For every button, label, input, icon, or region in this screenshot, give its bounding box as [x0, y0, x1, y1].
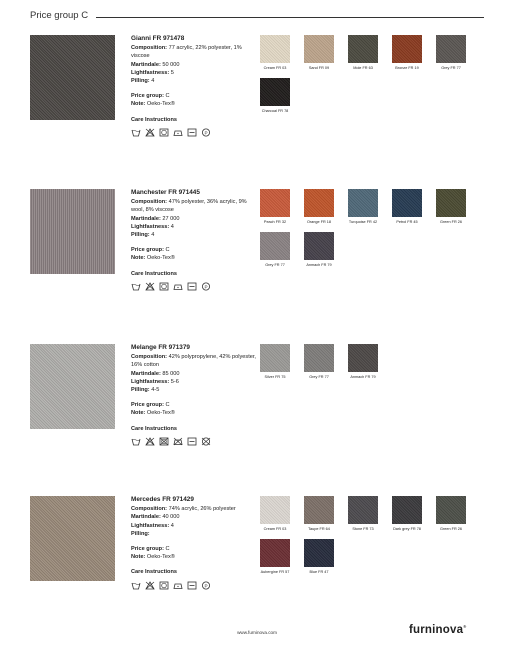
svg-text:P: P	[204, 582, 208, 588]
composition-line	[131, 44, 261, 60]
svg-text:P: P	[204, 284, 208, 290]
martindale-line	[131, 370, 261, 378]
color-option[interactable]	[304, 189, 334, 224]
fabric-swatch	[30, 189, 115, 274]
spacer	[131, 561, 261, 568]
lightfastness-value: 5-6	[170, 378, 179, 385]
note-line	[131, 409, 261, 417]
fabric-swatch	[30, 496, 115, 581]
product-name: Gianni FR 971478	[131, 35, 185, 42]
pilling-label: Pilling:	[131, 78, 150, 85]
spacer	[131, 538, 261, 545]
dryclean-p-icon	[201, 581, 211, 590]
color-label: Dark grey FR 78	[393, 527, 421, 531]
lightfastness-label: Lightfastness:	[131, 223, 170, 230]
fabric-swatch	[30, 344, 115, 429]
color-label: Stone FR 73	[352, 527, 374, 531]
color-label: Anmach FR 79	[306, 263, 332, 267]
lightfastness-line	[131, 69, 261, 77]
pilling-line	[131, 530, 261, 538]
composition-label: Composition:	[131, 45, 168, 52]
color-swatch[interactable]	[304, 35, 334, 63]
color-swatch[interactable]	[304, 539, 334, 567]
lightfastness-value: 5	[170, 69, 174, 76]
martindale-value: 85 000	[162, 370, 180, 377]
note-label: Note:	[131, 554, 146, 561]
martindale-label: Martindale:	[131, 61, 161, 68]
no-bleach-icon	[145, 282, 155, 291]
color-swatch[interactable]	[436, 496, 466, 524]
lightfastness-line	[131, 378, 261, 386]
price-group-line	[131, 545, 261, 553]
brand-logo	[409, 624, 466, 636]
wash-30-icon	[131, 437, 141, 446]
price-group-label: Price group:	[131, 247, 164, 254]
page-title: Price group C	[30, 10, 89, 21]
color-option[interactable]	[260, 35, 290, 70]
composition-value: 47% polyester, 36% acrylic, 9% wool, 8% viscose	[131, 199, 247, 214]
pilling-value: 4	[151, 232, 155, 239]
composition-value: 77 acrylic, 22% polyester, 1% viscose	[131, 45, 242, 60]
color-swatch[interactable]	[436, 189, 466, 217]
composition-label: Composition:	[131, 354, 168, 361]
color-swatch[interactable]	[260, 78, 290, 106]
color-label: Blue FR 47	[309, 570, 329, 574]
no-bleach-icon	[145, 128, 155, 137]
lightfastness-value: 4	[170, 522, 174, 529]
care-instructions-title: Care Instructions	[131, 425, 178, 432]
pilling-line	[131, 386, 261, 394]
color-option[interactable]	[348, 189, 378, 224]
color-option[interactable]	[304, 232, 334, 267]
color-option[interactable]	[436, 496, 466, 531]
composition-value: 74% acrylic, 26% polyester	[168, 506, 236, 513]
product-name: Manchester FR 971445	[131, 189, 200, 196]
price-group-label: Price group:	[131, 93, 164, 100]
spacer	[131, 239, 261, 246]
tumble-dry-icon	[159, 282, 169, 291]
lightfastness-value: 4	[170, 223, 174, 230]
color-swatch[interactable]	[348, 189, 378, 217]
wash-30-icon	[131, 581, 141, 590]
color-swatch[interactable]	[304, 496, 334, 524]
color-option[interactable]	[348, 35, 378, 70]
color-option[interactable]	[260, 232, 290, 267]
care-instructions-title: Care Instructions	[131, 270, 178, 277]
color-option[interactable]	[304, 539, 334, 574]
iron-low-icon	[173, 128, 183, 137]
color-swatch[interactable]	[260, 35, 290, 63]
color-label: Green FR 26	[440, 220, 462, 224]
wash-30-icon	[131, 282, 141, 291]
note-value: Oeko-Tex®	[146, 255, 175, 262]
product-name: Mercedes FR 971429	[131, 496, 194, 503]
brand-mark: ®	[463, 624, 467, 629]
price-group-line	[131, 401, 261, 409]
color-option[interactable]	[392, 496, 422, 531]
color-swatch[interactable]	[348, 496, 378, 524]
price-group-value: C	[165, 247, 170, 254]
color-swatch[interactable]	[392, 496, 422, 524]
color-option[interactable]	[304, 496, 334, 531]
product-name: Melange FR 971379	[131, 344, 190, 351]
tumble-dry-icon	[159, 128, 169, 137]
color-swatch[interactable]	[392, 189, 422, 217]
note-label: Note:	[131, 101, 146, 108]
header-rule	[96, 17, 484, 18]
composition-line	[131, 198, 261, 214]
note-value: Oeko-Tex®	[146, 101, 175, 108]
color-swatch[interactable]	[436, 35, 466, 63]
color-swatch[interactable]	[348, 344, 378, 372]
color-label: Cream FR 03	[263, 527, 287, 531]
color-label: Petrol FR 45	[396, 220, 418, 224]
fabric-swatch	[30, 35, 115, 120]
martindale-value: 27 000	[162, 215, 180, 222]
price-group-value: C	[165, 93, 170, 100]
lightfastness-label: Lightfastness:	[131, 69, 170, 76]
note-value: Oeko-Tex®	[146, 410, 175, 417]
composition-label: Composition:	[131, 506, 168, 513]
color-option[interactable]	[260, 539, 290, 574]
color-swatch[interactable]	[260, 539, 290, 567]
price-group-value: C	[165, 546, 170, 553]
martindale-value: 50 000	[162, 61, 180, 68]
lightfastness-line	[131, 223, 261, 231]
iron-low-icon	[173, 581, 183, 590]
lightfastness-line	[131, 522, 261, 530]
color-label: Anmach FR 79	[350, 375, 376, 379]
note-label: Note:	[131, 410, 146, 417]
price-group-line	[131, 92, 261, 100]
pilling-label: Pilling:	[131, 232, 150, 239]
composition-line	[131, 505, 261, 513]
color-swatch[interactable]	[392, 35, 422, 63]
no-bleach-icon	[145, 437, 155, 446]
footer-url[interactable]: www.furninova.com	[237, 630, 277, 635]
price-group-label: Price group:	[131, 402, 164, 409]
price-group-label: Price group:	[131, 546, 164, 553]
color-label: Grey FR 77	[265, 263, 285, 267]
color-swatch[interactable]	[304, 232, 334, 260]
color-swatch[interactable]	[304, 189, 334, 217]
martindale-line	[131, 61, 261, 69]
color-option[interactable]	[392, 189, 422, 224]
color-swatch[interactable]	[260, 189, 290, 217]
color-label: Cream FR 03	[263, 66, 287, 70]
product-info	[131, 496, 261, 590]
martindale-line	[131, 215, 261, 223]
martindale-label: Martindale:	[131, 370, 161, 377]
color-label: Aubergine FR 57	[260, 570, 290, 574]
no-dryclean-icon	[201, 437, 211, 446]
no-iron-icon	[173, 437, 183, 446]
wash-30-icon	[131, 128, 141, 137]
dryclean-p-icon	[201, 128, 211, 137]
price-group-value: C	[165, 402, 170, 409]
care-instructions-title: Care Instructions	[131, 569, 178, 576]
color-label: Orange FR 18	[306, 220, 332, 224]
pilling-value: 4-5	[151, 387, 160, 394]
lightfastness-label: Lightfastness:	[131, 378, 170, 385]
svg-text:P: P	[204, 130, 208, 136]
color-option[interactable]	[304, 35, 334, 70]
color-swatch[interactable]	[260, 232, 290, 260]
page-header	[30, 10, 484, 26]
martindale-label: Martindale:	[131, 215, 161, 222]
color-label: Bronze FR 19	[395, 66, 419, 70]
color-option[interactable]	[436, 189, 466, 224]
dryclean-p-icon	[201, 282, 211, 291]
pilling-value: 4	[151, 78, 155, 85]
color-label: Turquoise FR 42	[348, 220, 378, 224]
pilling-label: Pilling:	[131, 530, 150, 537]
color-option[interactable]	[304, 344, 334, 379]
color-swatch[interactable]	[260, 344, 290, 372]
note-line	[131, 553, 261, 561]
composition-line	[131, 353, 261, 369]
color-label: Sand FR 09	[308, 66, 330, 70]
color-option[interactable]	[260, 78, 290, 113]
color-option[interactable]	[436, 35, 466, 70]
color-label: Grey FR 77	[309, 375, 329, 379]
dry-flat-icon	[187, 282, 197, 291]
product-info	[131, 35, 261, 137]
color-option[interactable]	[348, 344, 378, 379]
color-option[interactable]	[260, 344, 290, 379]
dry-flat-icon	[187, 128, 197, 137]
care-icons	[131, 282, 261, 291]
color-option[interactable]	[260, 496, 290, 531]
color-label: Taupe FR 64	[308, 527, 330, 531]
iron-low-icon	[173, 282, 183, 291]
product-info	[131, 344, 261, 446]
care-instructions-title: Care Instructions	[131, 116, 178, 123]
spacer	[131, 263, 261, 270]
spacer	[131, 418, 261, 425]
color-label: Peach FR 32	[263, 220, 287, 224]
color-option[interactable]	[260, 189, 290, 224]
martindale-line	[131, 513, 261, 521]
color-label: Silver FR 75	[264, 375, 286, 379]
color-swatch[interactable]	[304, 344, 334, 372]
pilling-line	[131, 231, 261, 239]
care-icons	[131, 437, 261, 446]
note-line	[131, 254, 261, 262]
color-label: Mole FR 63	[353, 66, 373, 70]
lightfastness-label: Lightfastness:	[131, 522, 170, 529]
price-group-line	[131, 246, 261, 254]
brand-name: furninova	[409, 624, 464, 636]
dry-flat-icon	[187, 581, 197, 590]
note-line	[131, 100, 261, 108]
spacer	[131, 109, 261, 116]
pilling-label: Pilling:	[131, 387, 150, 394]
color-label: Charcoal FR 78	[261, 109, 289, 113]
tumble-dry-icon	[159, 581, 169, 590]
spacer	[131, 85, 261, 92]
color-swatch[interactable]	[260, 496, 290, 524]
color-option[interactable]	[348, 496, 378, 531]
care-icons	[131, 581, 261, 590]
note-value: Oeko-Tex®	[146, 554, 175, 561]
martindale-label: Martindale:	[131, 514, 161, 521]
color-swatch[interactable]	[348, 35, 378, 63]
product-info	[131, 189, 261, 291]
color-label: Grey FR 77	[441, 66, 461, 70]
spacer	[131, 394, 261, 401]
dry-flat-icon	[187, 437, 197, 446]
no-bleach-icon	[145, 581, 155, 590]
martindale-value: 40 000	[162, 514, 180, 521]
color-label: Green FR 26	[440, 527, 462, 531]
note-label: Note:	[131, 255, 146, 262]
color-option[interactable]	[392, 35, 422, 70]
composition-label: Composition:	[131, 199, 168, 206]
care-icons	[131, 128, 261, 137]
composition-value: 42% polypropylene, 42% polyester, 16% cotton	[131, 354, 256, 369]
pilling-line	[131, 77, 261, 85]
no-tumble-dry-icon	[159, 437, 169, 446]
